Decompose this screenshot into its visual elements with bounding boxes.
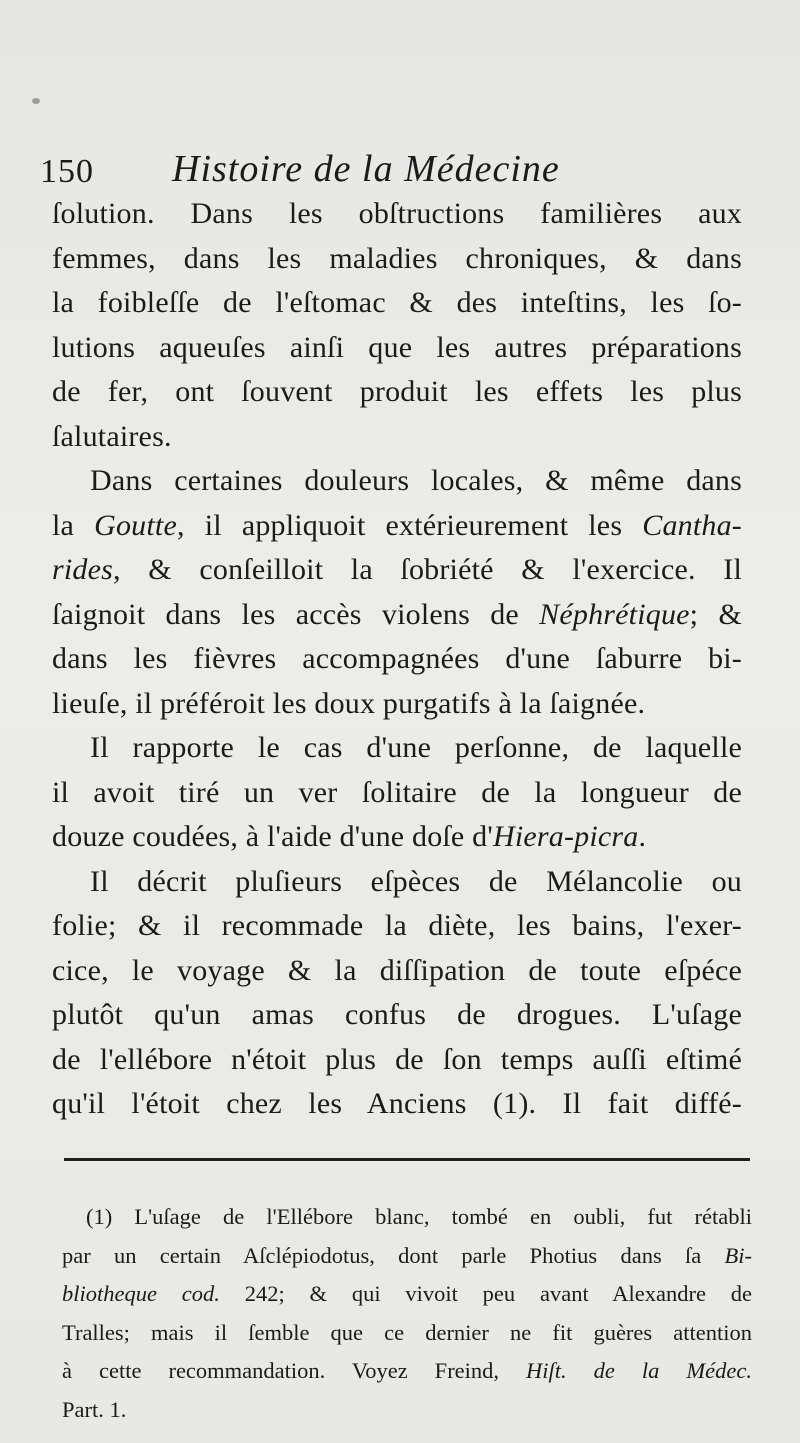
footnote-line: (1) L'uſage de l'Ellébore blanc, tombé en oubli, fut rétabli [86, 1204, 752, 1229]
text-line: de fer, ont ſouvent produit les effets les plus [52, 375, 742, 408]
text-line: Il rapporte le cas d'une perſonne, de laquelle [90, 731, 742, 764]
footnote-line: à cette recommandation. Voyez Freind, Hiſt. de la Médec. [62, 1358, 752, 1383]
footnote-line: par un certain Aſclépiodotus, dont parle Photius dans ſa Bi- [62, 1242, 752, 1268]
text-line: la Goutte, il appliquoit extérieurement les Cantha- [52, 508, 742, 542]
text-line: qu'il l'étoit chez les Anciens (1). Il fait diffé- [52, 1087, 742, 1120]
text-line: ſaignoit dans les accès violens de Néphrétique; & [52, 597, 742, 631]
footnote-rule [64, 1158, 750, 1161]
footnote-line: bliotheque cod. 242; & qui vivoit peu avant Alexandre de [62, 1281, 753, 1306]
text-line: lieuſe, il préféroit les doux purgatifs à la ſaignée. [52, 686, 646, 720]
text-line: douze coudées, à l'aide d'une doſe d'Hiera-picra. [52, 820, 647, 853]
text-line: il avoit tiré un ver ſolitaire de la longueur de [52, 775, 742, 809]
body-text [52, 192, 742, 1127]
text-line: femmes, dans les maladies chroniques, & dans [52, 241, 742, 275]
page-number: 150 [40, 153, 94, 190]
footnote [62, 1198, 752, 1429]
text-line: ſalutaires. [52, 419, 172, 453]
footnote-line: Tralles; mais il ſemble que ce dernier ne fit guères attention [62, 1319, 752, 1345]
text-line: lutions aqueuſes ainſi que les autres préparations [52, 330, 742, 364]
footnote-line: Part. 1. [62, 1396, 127, 1422]
text-line: dans les fièvres accompagnées d'une ſaburre bi- [52, 642, 742, 675]
page-header [40, 146, 760, 198]
running-title: Histoire de la Médecine [172, 148, 560, 190]
text-line: de l'ellébore n'étoit plus de ſon temps auſſi eſtimé [52, 1042, 742, 1076]
text-line: ſolution. Dans les obſtructions familières aux [52, 197, 742, 230]
text-line: rides, & conſeilloit la ſobriété & l'exercice. Il [52, 553, 742, 586]
text-line: Il décrit pluſieurs eſpèces de Mélancolie ou [90, 864, 742, 898]
text-line: cice, le voyage & la diſſipation de toute eſpéce [52, 953, 742, 987]
ink-speck [32, 98, 40, 104]
text-line: plutôt qu'un amas confus de drogues. L'uſage [52, 998, 742, 1031]
text-line: Dans certaines douleurs locales, & même dans [90, 464, 742, 497]
text-line: la foibleſſe de l'eſtomac & des inteſtins, les ſo- [52, 286, 742, 319]
text-line: folie; & il recommade la diète, les bains, l'exer- [52, 909, 742, 942]
